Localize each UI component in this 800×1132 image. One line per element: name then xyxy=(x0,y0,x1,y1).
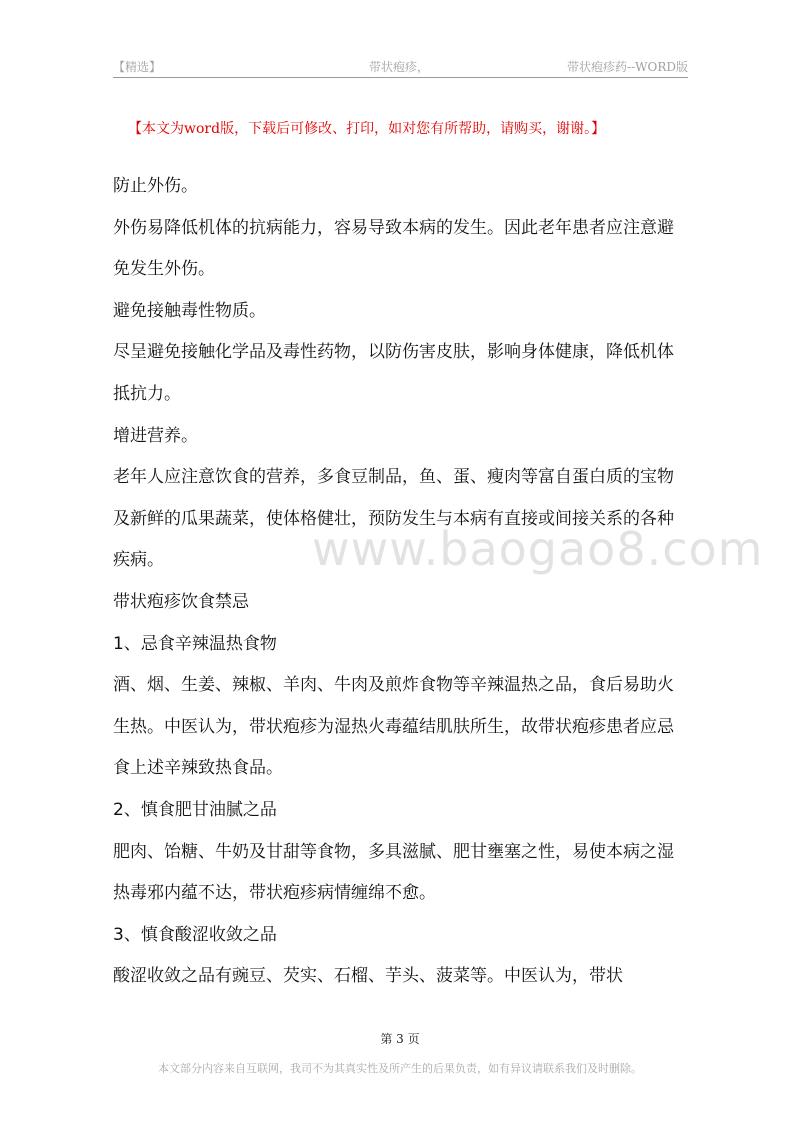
header-center-label: 带状疱疹， xyxy=(369,60,430,74)
section-heading: 带状疱疹饮食禁忌 xyxy=(113,591,249,612)
paragraph: 尽呈避免接触化学品及毒性药物，以防伤害皮肤，影响身体健康，降低机体抵抗力。 xyxy=(113,342,674,404)
header-right-label: 带状疱疹药--WORD版 xyxy=(567,60,688,74)
paragraph: 酒、烟、生姜、辣椒、羊肉、牛肉及煎炸食物等辛辣温热之品，食后易助火生热。中医认为，带状疱疹为湿热火毒蕴结肌肤所生，故带状疱疹患者应忌食上述辛辣致热食品。 xyxy=(113,675,674,779)
page-header xyxy=(113,57,688,78)
subsection-heading: 3、慎食酸涩收敛之品 xyxy=(113,924,277,945)
watermark: www.baogao8.com xyxy=(312,522,764,576)
paragraph: 避免接触毒性物质。 xyxy=(113,300,266,321)
paragraph: 外伤易降低机体的抗病能力，容易导致本病的发生。因此老年患者应注意避免发生外伤。 xyxy=(113,217,674,280)
paragraph: 酸涩收敛之品有豌豆、芡实、石榴、芋头、菠菜等。中医认为，带状 xyxy=(113,966,623,987)
header-left-label: 【精选】 xyxy=(113,60,162,74)
footer-disclaimer: 本文部分内容来自互联网，我司不为其真实性及所产生的后果负责，如有异议请联系我们及时删除。 xyxy=(158,1062,642,1075)
paragraph: 肥肉、饴糖、牛奶及甘甜等食物，多具滋腻、肥甘壅塞之性，易使本病之湿热毒邪内蕴不达，带状疱疹病情缠绵不愈。 xyxy=(113,841,674,904)
paragraph: 防止外伤。 xyxy=(113,176,198,196)
paragraph: 老年人应注意饮食的营养，多食豆制品，鱼、蛋、瘦肉等富自蛋白质的宝物及新鲜的瓜果蔬菜，使体格健壮，预防发生与本病有直接或间接关系的各种疾病。 xyxy=(113,467,674,571)
paragraph: 增进营养。 xyxy=(113,425,198,446)
download-notice: 【本文为word版，下载后可修改、打印，如对您有所帮助，请购买，谢谢。】 xyxy=(128,121,606,137)
subsection-heading: 1、忌食辛辣温热食物 xyxy=(113,633,277,654)
page-number: 第 3 页 xyxy=(380,1032,420,1046)
subsection-heading: 2、慎食肥甘油腻之品 xyxy=(113,799,277,820)
document-body xyxy=(113,166,688,998)
